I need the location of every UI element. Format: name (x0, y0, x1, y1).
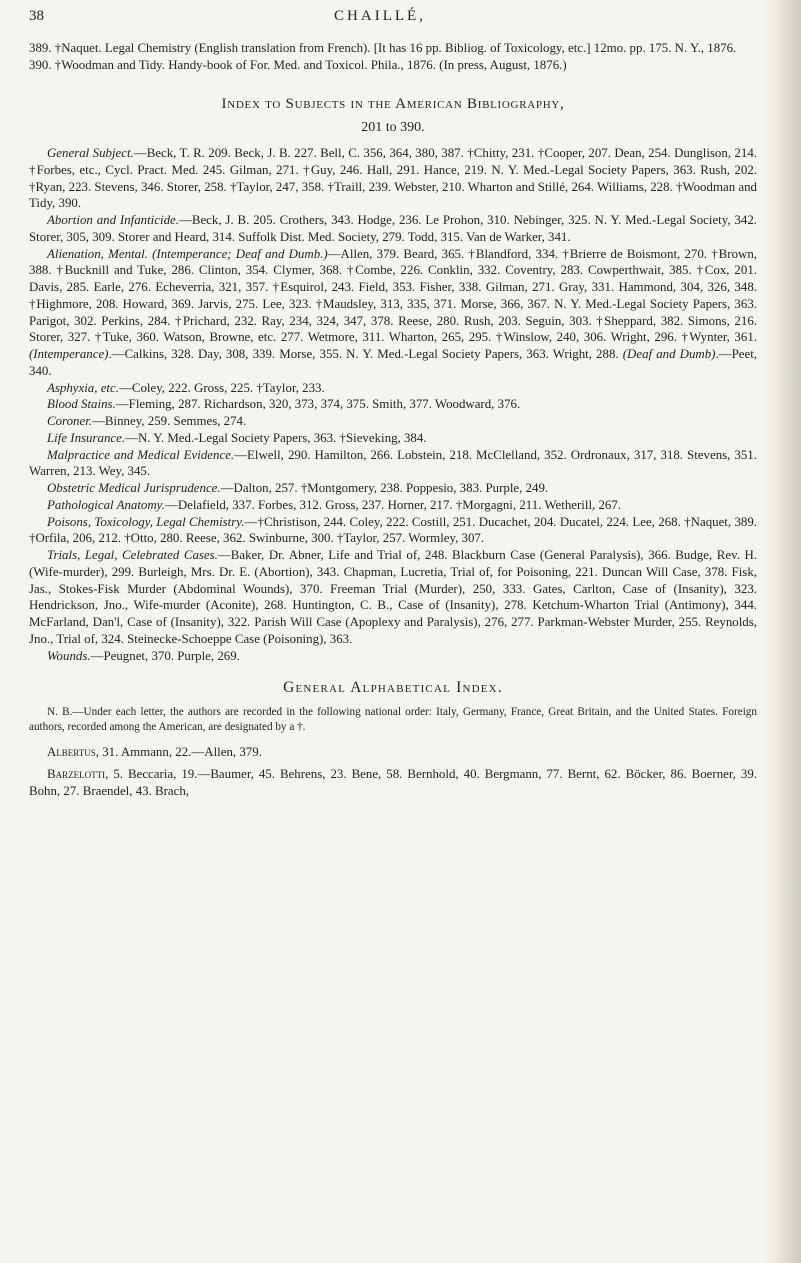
running-title: CHAILLÉ, (334, 8, 426, 24)
alpha-text: , 31. Ammann, 22.—Allen, 379. (95, 745, 262, 760)
subject-label: Blood Stains. (47, 397, 116, 412)
subject-text: —Binney, 259. Semmes, 274. (92, 414, 247, 428)
page-content (29, 40, 757, 799)
subject-label: Malpractice and Medical Evidence. (47, 447, 235, 462)
subject-subtext: .—Peet, 340. (29, 347, 757, 378)
subject-abortion (29, 212, 757, 246)
alpha-text: , 5. Beccaria, 19.—Baumer, 45. Behrens, 23. Bene, 58. Bernhold, 40. Bergmann, 77. Bernt, 62. Böcker, 86. Boerner, 39. Bohn, 27. Braendel, 43. Brach, (29, 766, 757, 798)
subject-text: —Beck, J. B. 205. Crothers, 343. Hodge, 236. Le Prohon, 310. Nebinger, 325. N. Y. Med.-Legal Society, 342. Storer, 305, 309. Storer and Heard, 314. Suffolk Dist. Med. Society, 279. Todd, 315. Van de Warker, 341. (29, 213, 757, 244)
subject-text: —Delafield, 337. Forbes, 312. Gross, 237. Horner, 217. †Morgagni, 211. Wetherill, 267. (164, 497, 622, 512)
subject-life-insurance (29, 430, 757, 447)
subject-label: Coroner. (47, 414, 93, 428)
general-index-heading: General Alphabetical Index. (283, 679, 503, 697)
page-number: 38 (29, 8, 44, 24)
alpha-entry-a (29, 744, 757, 761)
alpha-lead: Albertus (47, 745, 96, 760)
subject-sublabel: (Intemperance) (29, 347, 109, 361)
subject-label-extra: (Intemperance; Deaf and Dumb.) (152, 246, 328, 261)
index-heading: Index to Subjects in the American Bibliography, (221, 94, 565, 112)
subject-text: —Beck, T. R. 209. Beck, J. B. 227. Bell, C. 356, 364, 380, 387. †Chitty, 231. †Cooper, 207. Dean, 254. Dunglison, 214. †Forbes, etc., Cycl. Pract. Med. 245. Gilman, 271. †Guy, 246. Hall, 291. Hance, 219. N. Y. Med.-Legal Society Papers, 363. Rush, 202. †Ryan, 223. Stevens, 346. Storer, 258. †Taylor, 247, 358. †Traill, 239. Webster, 210. Wharton and Stillé, 264. Williams, 228. †Woodman and Tidy, 390. (29, 146, 757, 211)
subject-text: —Fleming, 287. Richardson, 320, 373, 374, 375. Smith, 377. Woodward, 376. (115, 397, 521, 412)
subject-label: Pathological Anatomy. (47, 497, 165, 512)
subject-coroner (29, 413, 757, 430)
subject-text: —Baker, Dr. Abner, Life and Trial of, 248. Blackburn Case (General Paralysis), 366. Budge, Rev. H. (Wife-murder), 299. Burleigh, Mrs. Dr. E. (Abortion), 343. Chapman, Lucretia, Trial of, for Poisoning, 221. Duncan Will Case, 378. Fisk, Jas., Stokes-Fisk Murder (Abdominal Wounds), 370. Freeman Trial (Murder), 250, 333. Gates, Carlton, Case of (Insanity), 323. Hendrickson, Jno., Wife-murder (Aconite), 268. Huntington, C. B., Case of (Insanity), 278. Ketchum-Wharton Trial (Antimony), 344. McFarland, Dan'l, Case of (Insanity), 322. Parish Will Case (Apoplexy and Paralysis), 276, 277. Parkman-Webster Murder, 255. Reynolds, Jno., Trial of, 324. Steinecke-Schoeppe Case (Poisoning), 363. (29, 548, 757, 646)
subject-subtext: .—Calkins, 328. Day, 308, 339. Morse, 355. N. Y. Med.-Legal Society Papers, 363. Wright, 288. (108, 347, 619, 361)
bibliography-entry: 390. †Woodman and Tidy. Handy-book of For. Med. and Toxicol. Phila., 1876. (In press, August, 1876.) (29, 57, 567, 72)
subject-alienation (29, 246, 757, 380)
subject-label: Abortion and Infanticide. (47, 213, 179, 227)
subject-asphyxia (29, 380, 757, 397)
subject-general (29, 145, 757, 212)
subject-label: General Subject. (47, 146, 134, 160)
subject-text: —Elwell, 290. Hamilton, 266. Lobstein, 218. McClelland, 352. Ordronaux, 317, 318. Stevens, 351. Warren, 213. Wey, 345. (29, 447, 757, 479)
subject-label: Alienation, Mental. (47, 246, 148, 261)
subject-text: —Coley, 222. Gross, 225. †Taylor, 233. (118, 380, 325, 395)
alpha-entry-b (29, 766, 757, 800)
subject-label: Life Insurance. (47, 430, 126, 445)
subject-wounds (29, 648, 757, 665)
subject-label: Obstetric Medical Jurisprudence. (47, 481, 221, 495)
subject-blood-stains (29, 396, 757, 413)
subject-label: Poisons, Toxicology, Legal Chemistry. (47, 514, 245, 529)
subject-label: Wounds. (47, 648, 91, 663)
subject-trials (29, 547, 757, 648)
subject-text: —†Christison, 244. Coley, 222. Costill, 251. Ducachet, 204. Ducatel, 224. Lee, 268. †Naquet, 389. †Orfila, 206, 212. †Otto, 280. Reese, 362. Swinburne, 300. †Taylor, 257. Wormley, 307. (29, 514, 758, 546)
subject-malpractice (29, 447, 757, 481)
page-header (0, 6, 801, 30)
index-range: 201 to 390. (361, 120, 425, 136)
subject-pathological-anatomy (29, 497, 757, 514)
subject-label: Trials, Legal, Celebrated Cases. (47, 548, 218, 562)
subject-sublabel: (Deaf and Dumb) (622, 347, 716, 361)
subject-text: —N. Y. Med.-Legal Society Papers, 363. †Sieveking, 384. (125, 430, 427, 445)
subject-text: —Allen, 379. Beard, 365. †Blandford, 334. †Brierre de Boismont, 270. †Brown, 388. †Bucknill and Tuke, 286. Clinton, 354. Clymer, 368. †Combe, 226. Conklin, 332. Coventry, 283. Cowperthwait, 385. †Cox, 201. Davis, 285. Earle, 276. Echeverria, 321, 357. †Esquirol, 243. Field, 353. Fisher, 338. Gilman, 271. Gray, 331. Hammond, 304, 326, 348. †Highmore, 208. Howard, 369. Jarvis, 275. Lee, 323. †Maudsley, 313, 335, 371. Morse, 366, 367. N. Y. Med.-Legal Society Papers, 363. Parigot, 302. Perkins, 284. †Prichard, 232. Ray, 234, 324, 347, 378. Reese, 280. Rush, 203. Seguin, 303. †Sheppard, 382. Simons, 216. Storer, 327. †Tuke, 360. Watson, Browne, etc. 277. Wetmore, 311. Wharton, 265, 295. †Winslow, 240, 306. Wright, 296. †Wynter, 361. (29, 246, 757, 345)
alpha-lead: Barzelotti (47, 766, 106, 781)
page-edge-shadow (765, 0, 801, 1263)
subject-text: —Dalton, 257. †Montgomery, 238. Poppesio, 383. Purple, 249. (220, 481, 549, 495)
subject-text: —Peugnet, 370. Purple, 269. (90, 648, 240, 663)
subject-obstetric (29, 480, 757, 497)
subject-poisons (29, 514, 757, 548)
bibliography-entry: 389. †Naquet. Legal Chemistry (English translation from French). [It has 16 pp. Bibliog. of Toxicology, etc.] 12mo. pp. 175. N. Y., 1876. (29, 41, 737, 55)
subject-label: Asphyxia, etc. (47, 380, 119, 395)
index-note: N. B.—Under each letter, the authors are recorded in the following national order: Italy, Germany, France, Great Britain, and the United States. Foreign authors, recorded among the American, are designated by a †. (29, 706, 757, 733)
